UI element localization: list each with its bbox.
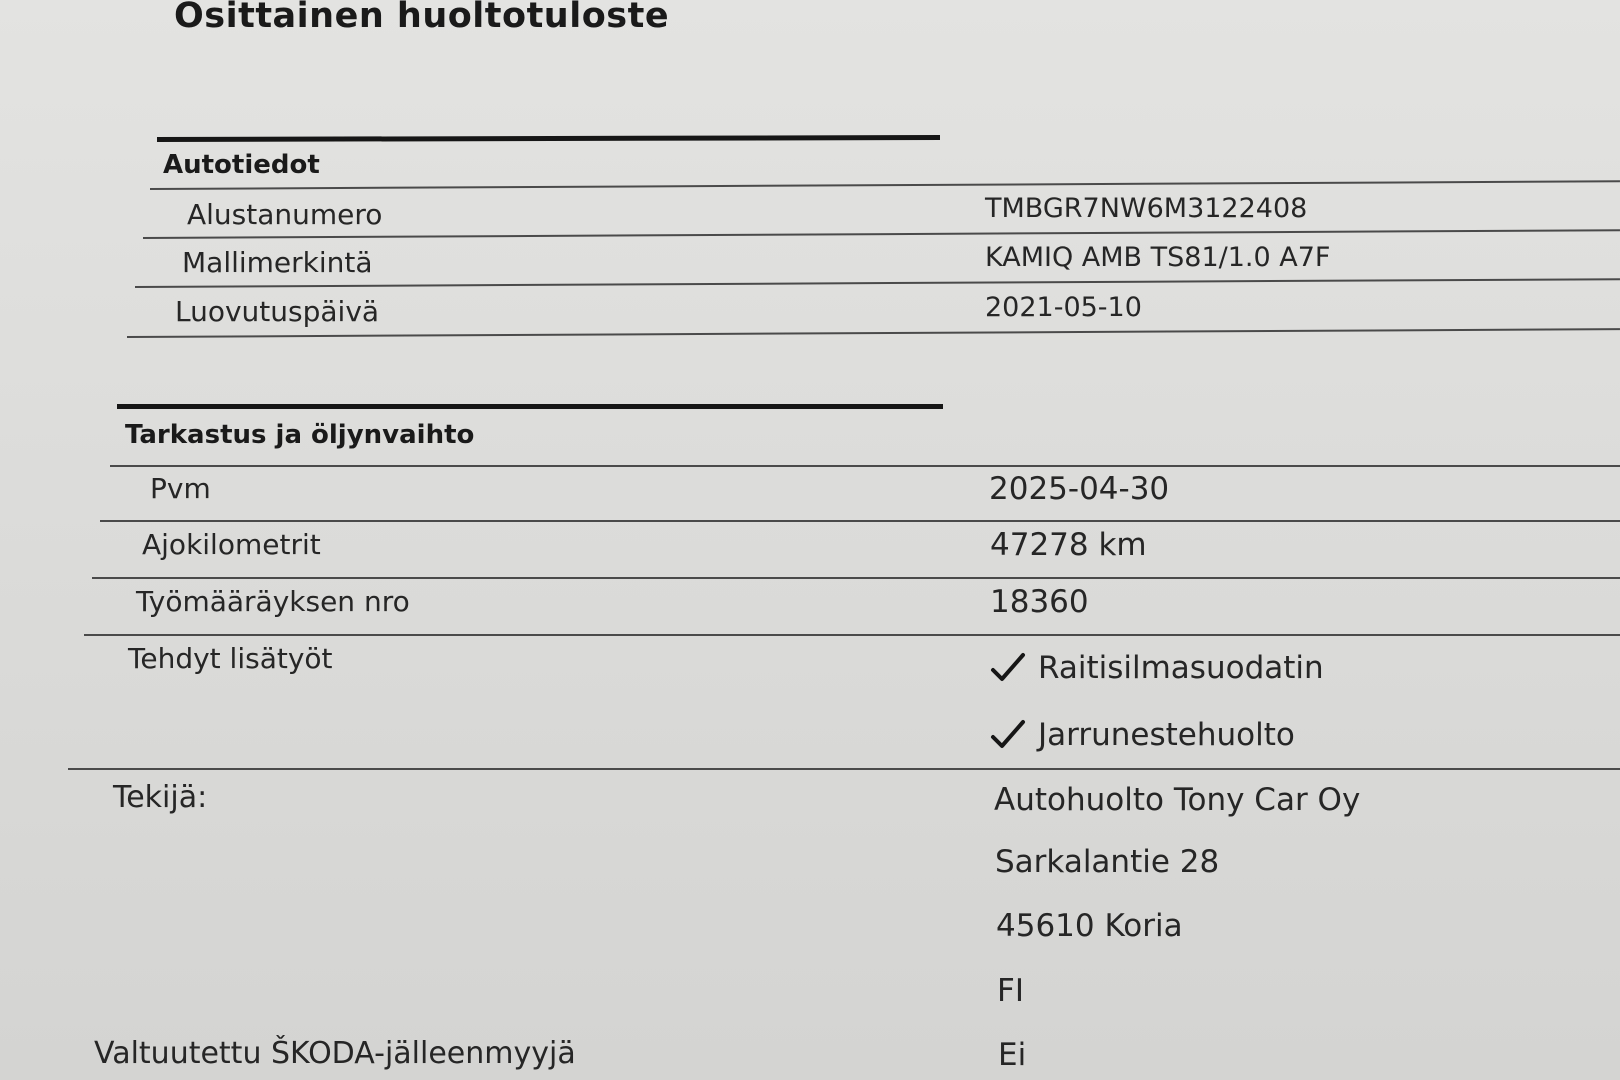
model-label: Mallimerkintä [182, 246, 373, 279]
mileage-value: 47278 km [990, 527, 1147, 563]
section-heading-vehicle: Autotiedot [163, 150, 320, 180]
vin-label: Alustanumero [187, 198, 383, 231]
model-value: KAMIQ AMB TS81/1.0 A7F [985, 242, 1331, 273]
checkmark-icon [990, 718, 1026, 752]
row-divider [100, 520, 1620, 522]
row-divider [127, 328, 1620, 338]
section-divider-vehicle [157, 135, 940, 142]
performer-street: Sarkalantie 28 [995, 844, 1220, 880]
row-divider [150, 180, 1620, 190]
row-divider [92, 577, 1620, 579]
row-divider [135, 278, 1620, 288]
performer-country: FI [997, 973, 1024, 1009]
checkmark-icon [990, 651, 1026, 685]
row-divider [68, 768, 1620, 770]
work-order-label: Työmääräyksen nro [136, 585, 410, 618]
authorized-dealer-label: Valtuutettu ŠKODA-jälleenmyyjä [94, 1036, 576, 1071]
work-order-value: 18360 [990, 584, 1089, 620]
date-value: 2025-04-30 [989, 471, 1170, 507]
extra-work-item [990, 717, 1295, 753]
extra-work-label: Tehdyt lisätyöt [128, 642, 333, 675]
document-title: Osittainen huoltotuloste [174, 0, 670, 36]
performer-postal: 45610 Koria [996, 908, 1183, 944]
mileage-label: Ajokilometrit [142, 528, 321, 561]
delivery-date-value: 2021-05-10 [985, 292, 1142, 323]
date-label: Pvm [150, 472, 211, 505]
row-divider [84, 634, 1620, 636]
extra-work-item-label: Jarrunestehuolto [1038, 717, 1295, 753]
row-divider [110, 465, 1620, 467]
extra-work-item [990, 650, 1324, 686]
vin-value: TMBGR7NW6M3122408 [985, 193, 1308, 224]
performer-label: Tekijä: [113, 780, 208, 815]
extra-work-item-label: Raitisilmasuodatin [1038, 650, 1324, 686]
section-divider-service [117, 404, 943, 409]
performer-name: Autohuolto Tony Car Oy [994, 782, 1361, 818]
section-heading-service: Tarkastus ja öljynvaihto [125, 420, 475, 450]
delivery-date-label: Luovutuspäivä [175, 295, 380, 328]
authorized-dealer-value: Ei [998, 1037, 1027, 1073]
